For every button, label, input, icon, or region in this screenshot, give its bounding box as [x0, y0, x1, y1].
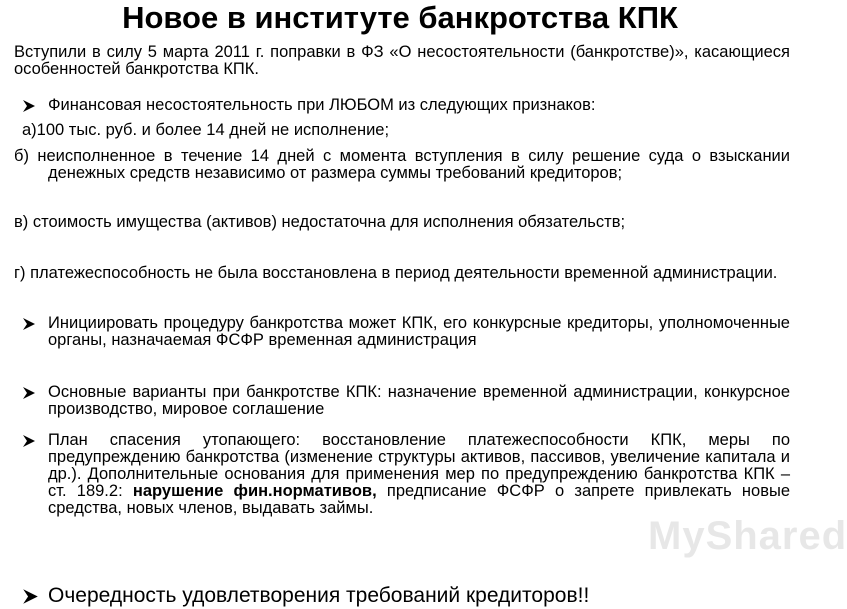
item-b: [14, 148, 790, 182]
arrow-bullet-icon: [22, 588, 39, 605]
bullet-text: Финансовая несостоятельность при ЛЮБОМ из следующих признаков:: [48, 96, 596, 114]
bullet-main-options: [14, 384, 790, 418]
slide-title: Новое в институте банкротства КПК: [122, 0, 678, 35]
item-v-text: в) стоимость имущества (активов) недостаточна для исполнения обязательств;: [14, 213, 626, 231]
intro-paragraph: [14, 44, 790, 78]
bullet-financial-insolvency: [14, 97, 790, 114]
item-a: [22, 122, 790, 139]
bullet-text: Очередность удовлетворения требований кредиторов!!: [48, 584, 590, 607]
arrow-bullet-icon: [22, 434, 36, 448]
watermark: MyShared: [648, 514, 847, 558]
item-v: [14, 214, 790, 231]
bullet-text: Инициировать процедуру банкротства может КПК, его конкурсные кредиторы, уполномоченные органы, назначаемая ФСФР временная администрация: [48, 314, 790, 349]
arrow-bullet-icon: [22, 386, 36, 400]
item-g-text: г) платежеспособность не была восстановлена в период деятельности временной администрации.: [14, 264, 778, 282]
bullet-text: План спасения утопающего: восстановление платежеспособности КПК, меры по предупреждению банкротства (изменение структуры активов, пассивов, увеличение капитала и др.). Дополнительные основания для применения мер по предупреждению банкротства КПК – ст. 189.2:: [48, 431, 790, 500]
bullet-bold-text: нарушение фин.нормативов,: [132, 482, 377, 500]
arrow-bullet-icon: [22, 317, 36, 331]
intro-text: Вступили в силу 5 марта 2011 г. поправки в ФЗ «О несостоятельности (банкротстве)», касающиеся особенностей банкротства КПК.: [14, 43, 790, 78]
item-a-text: а)100 тыс. руб. и более 14 дней не исполнение;: [22, 121, 390, 139]
item-b-text: б) неисполненное в течение 14 дней с момента вступления в силу решение суда о взыскании денежных средств независимо от размера суммы требований кредиторов;: [14, 147, 790, 182]
bullet-initiate-bankruptcy: [14, 315, 790, 349]
bullet-rescue-plan: [14, 432, 790, 517]
bullet-text: Основные варианты при банкротстве КПК: назначение временной администрации, конкурсное производство, мировое соглашение: [48, 383, 790, 418]
item-g: [14, 265, 790, 282]
arrow-bullet-icon: [22, 99, 36, 113]
bullet-creditor-priority: [14, 583, 790, 609]
bullet-text-continued: предписание ФСФР о запрете привлекать новые средства, новых членов, выдавать займы.: [48, 482, 791, 517]
